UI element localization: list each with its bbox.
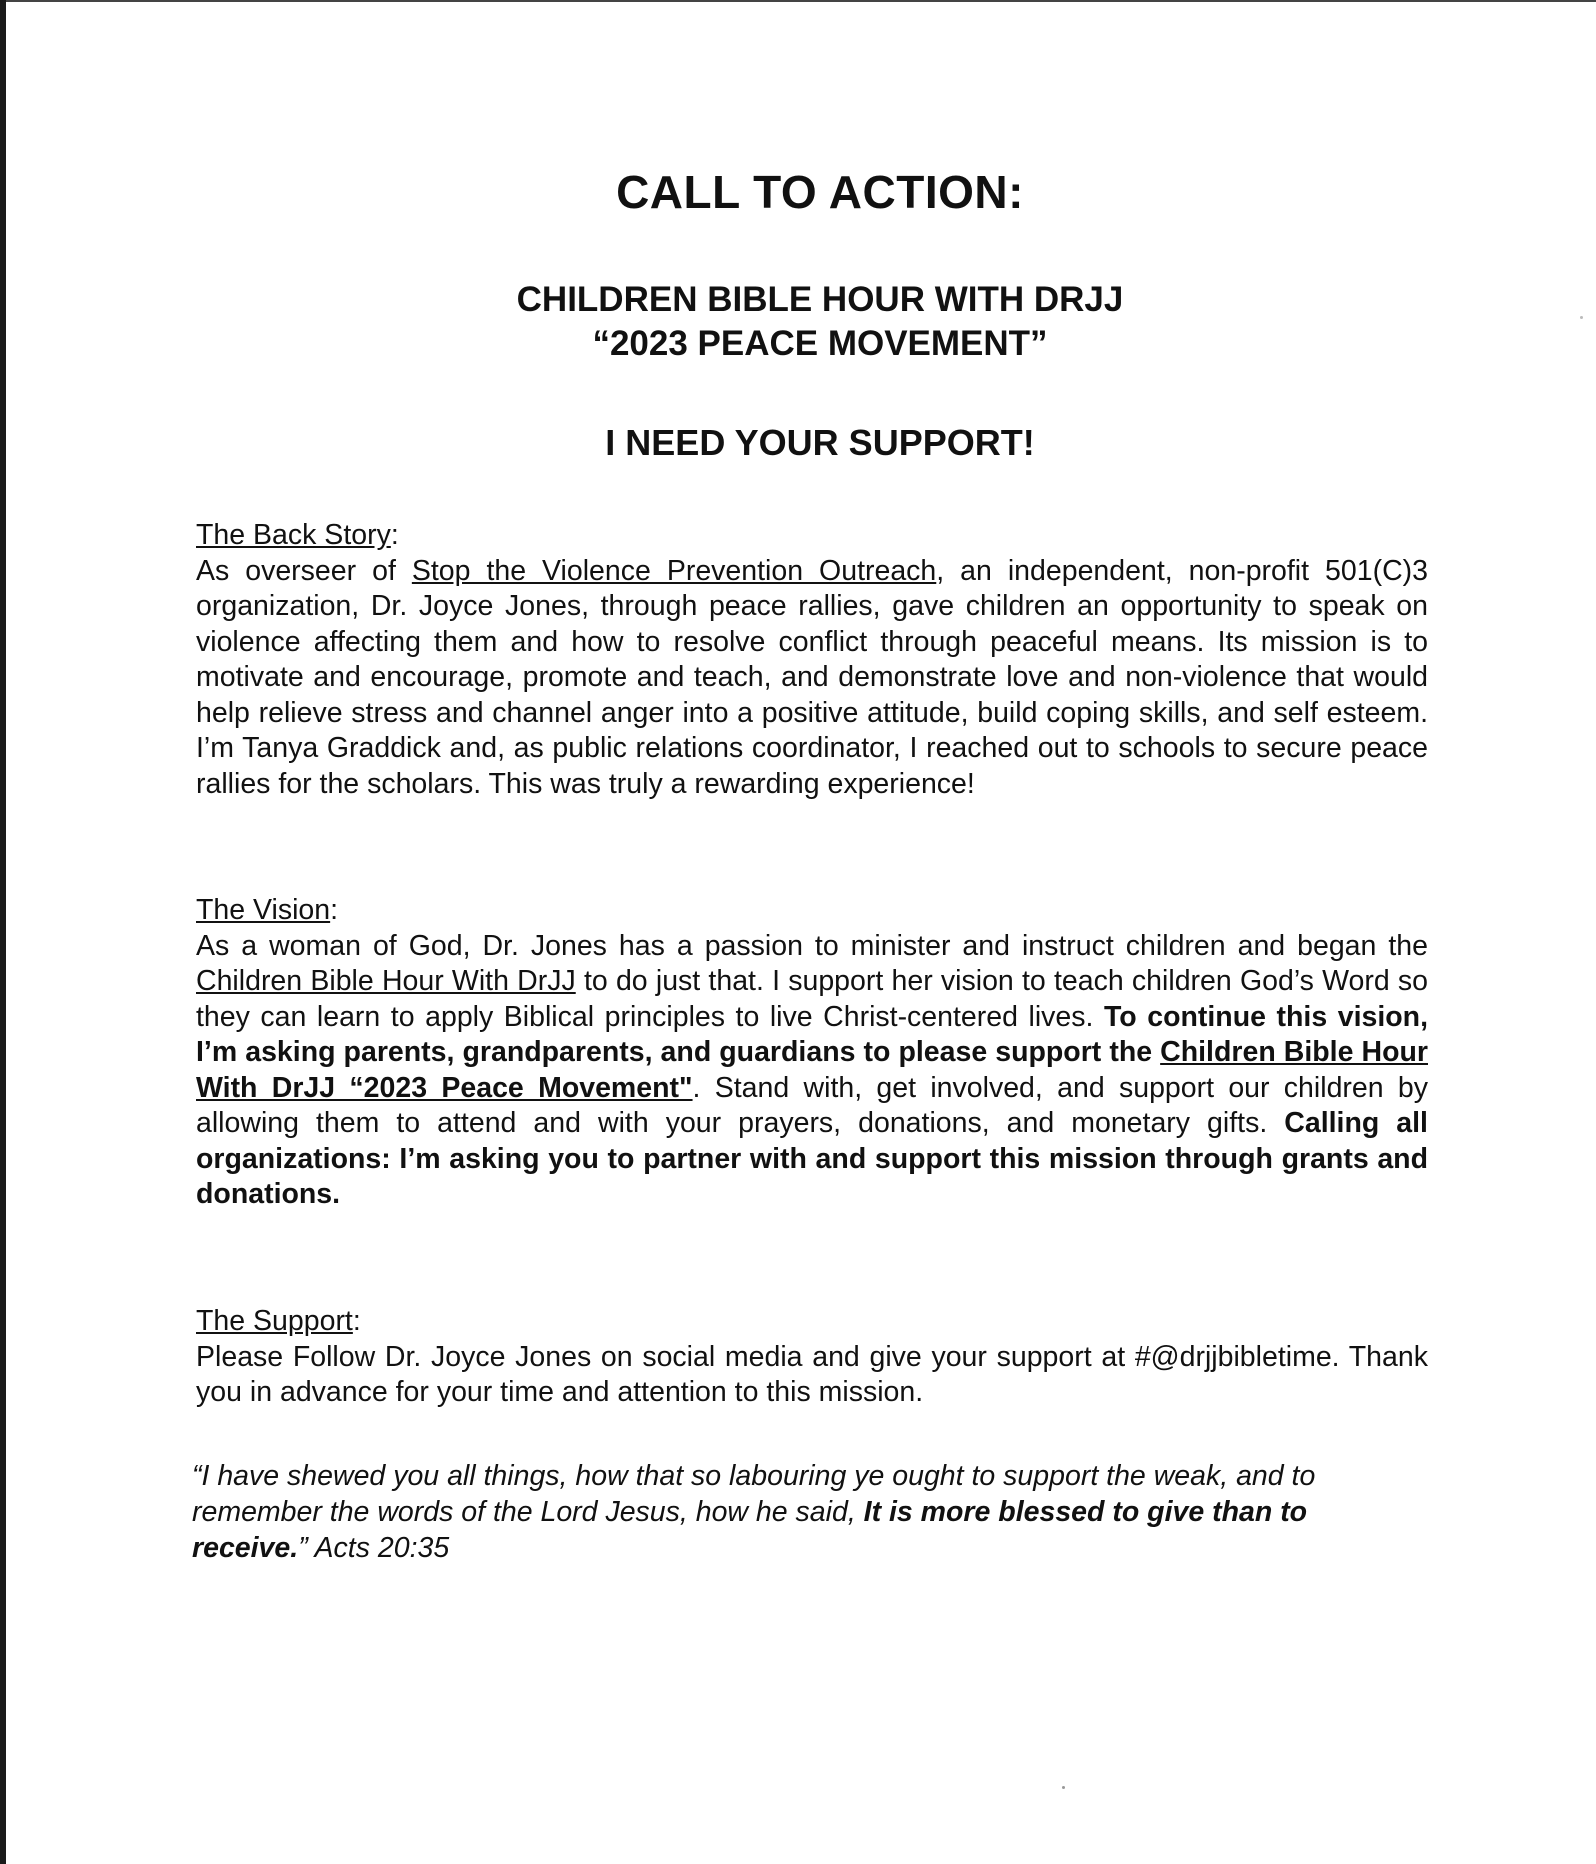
organization-link: Stop the Violence Prevention Outreach [411, 554, 937, 587]
support-section [196, 1304, 1428, 1411]
back-story-text-1: As overseer of [196, 554, 412, 587]
vision-text-2: to do just that. I support her vision to teach children God’s Word so they can learn to apply Biblical principles to live Christ-centered lives. [196, 965, 1428, 1033]
quote-text: “I have shewed you all things, how that so labouring ye ought to support the weak, and to remember the words of the Lord Jesus, how he said, [192, 1460, 1316, 1528]
subtitle-line-1: CHILDREN BIBLE HOUR WITH DRJJ [516, 280, 1124, 319]
back-story-colon: : [390, 519, 399, 551]
vision-heading: The Vision [196, 894, 331, 926]
vision-bold-appeal: To continue this vision, I’m asking parents, grandparents, and guardians to please support the [196, 1000, 1428, 1068]
back-story-text-2: , an independent, non-profit 501(C)3 organization, Dr. Joyce Jones, through peace rallies, gave children an opportunity to speak on violence affecting them and how to resolve conflict through peaceful means. Its mission is to motivate and encourage, promote and teach, and demonstrate love and non-violence that would help relieve stress and channel anger into a positive attitude, build coping skills, and self esteem. I’m Tanya Graddick and, as public relations coordinator, I reached out to schools to secure peace rallies for the scholars. This was truly a rewarding experience! [196, 554, 1428, 800]
peace-movement-link: Children Bible Hour With DrJJ “2023 Peace Movement" [196, 1036, 1428, 1104]
support-header: I NEED YOUR SUPPORT! [605, 422, 1035, 463]
document-title: CALL TO ACTION: [616, 166, 1024, 218]
back-story-section [196, 518, 1428, 802]
quote-emphasis: It is more blessed to give than to receive. [192, 1496, 1308, 1564]
vision-section [196, 893, 1428, 1213]
program-link: Children Bible Hour With DrJJ [196, 965, 576, 997]
subtitle-line-2: “2023 PEACE MOVEMENT” [592, 324, 1048, 363]
scan-speck [1580, 316, 1583, 319]
vision-text-3: . Stand with, get involved, and support our children by allowing them to attend and with your prayers, donations, and monetary gifts. [196, 1071, 1429, 1139]
support-heading: The Support [196, 1305, 353, 1337]
back-story-body [196, 554, 1428, 803]
scan-speck [1062, 1786, 1065, 1789]
document-subtitle [0, 278, 1596, 366]
vision-body [196, 929, 1428, 1213]
quote-citation: ” Acts 20:35 [298, 1532, 450, 1564]
vision-text-1: As a woman of God, Dr. Jones has a passion to minister and instruct children and began the [196, 929, 1428, 962]
support-colon: : [352, 1305, 361, 1337]
back-story-heading: The Back Story [196, 519, 391, 551]
organizations-appeal: Calling all organizations: I’m asking you to partner with and support this mission through grants and donations. [196, 1107, 1428, 1210]
support-body: Please Follow Dr. Joyce Jones on social media and give your support at #@drjjbibletime. Thank you in advance for your time and attention to this mission. [196, 1340, 1428, 1408]
vision-colon: : [330, 894, 339, 926]
scripture-quote [192, 1458, 1372, 1566]
